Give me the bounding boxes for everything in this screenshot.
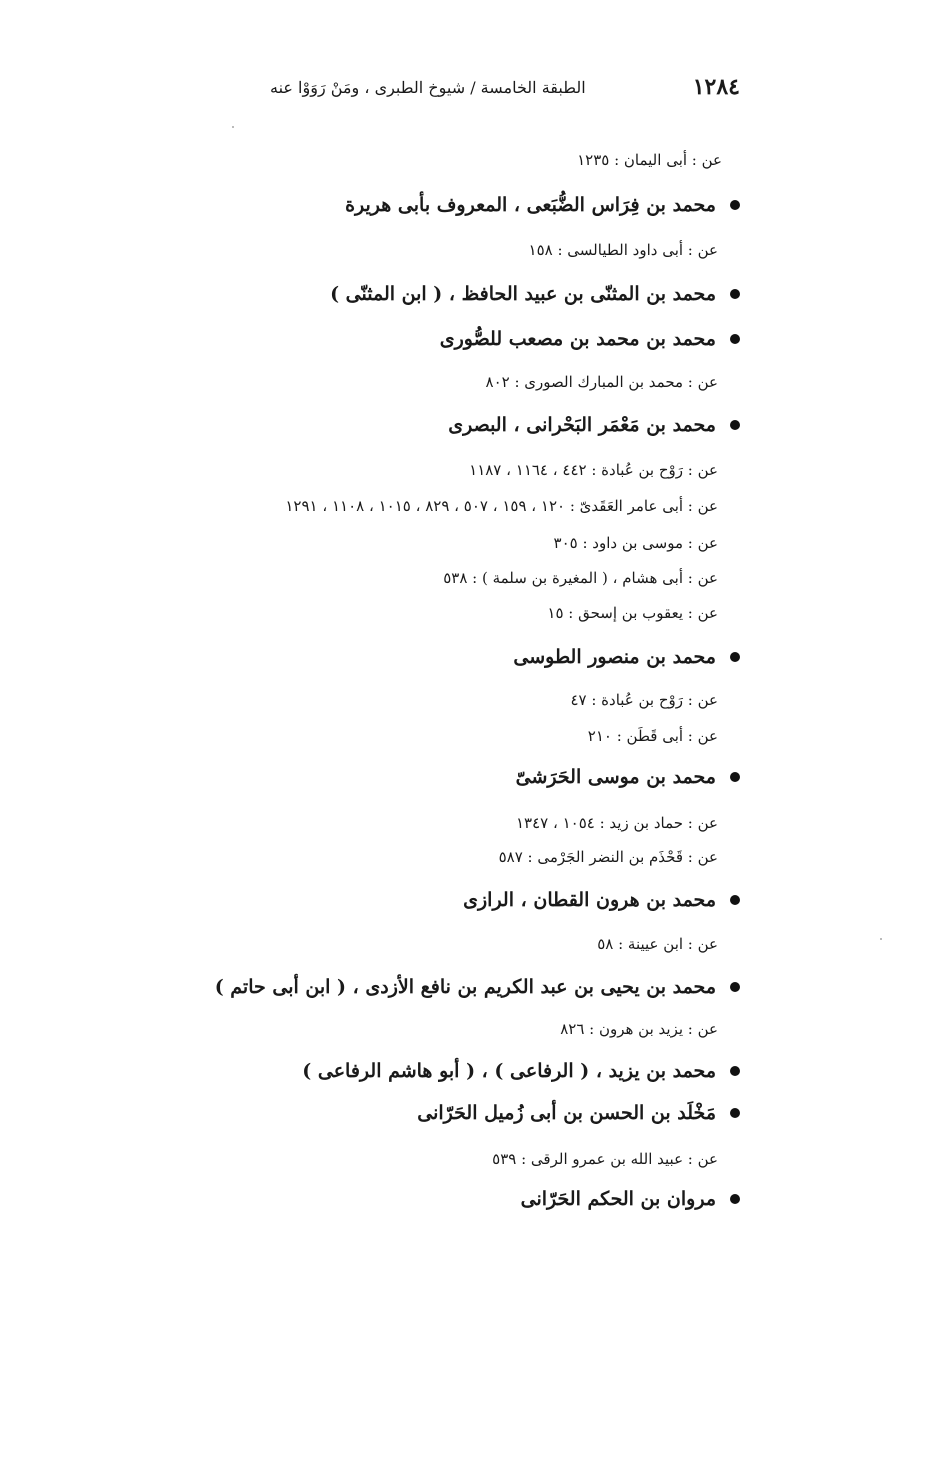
reference-line: عن : أبى هشام ، ( المغيرة بن سلمة ) : ٥٣٨ xyxy=(443,569,718,587)
reference-line: عن : قَحْذَم بن النضر الجَرْمى : ٥٨٧ xyxy=(498,848,718,866)
entry-heading: محمد بن يزيد ، ( الرفاعى ) ، ( أبو هاشم الرفاعى ) xyxy=(302,1059,740,1082)
entry-heading: محمد بن المثنّى بن عبيد الحافظ ، ( ابن المثنّى ) xyxy=(330,282,740,305)
page-number: ١٢٨٤ xyxy=(692,74,740,100)
bullet-icon xyxy=(730,200,740,210)
reference-line: عن : أبى اليمان : ١٢٣٥ xyxy=(577,151,722,169)
entry-heading: محمد بن يحيى بن عبد الكريم بن نافع الأزدى ، ( ابن أبى حاتم ) xyxy=(215,975,740,998)
bullet-icon xyxy=(730,289,740,299)
scan-speck xyxy=(232,126,234,128)
entry-heading: محمد بن هرون القطان ، الرازى xyxy=(463,888,740,911)
reference-line: عن : يزيد بن هرون : ٨٢٦ xyxy=(560,1020,718,1038)
bullet-icon xyxy=(730,334,740,344)
reference-line: عن : محمد بن المبارك الصورى : ٨٠٢ xyxy=(485,373,718,391)
reference-line: عن : أبى داود الطيالسى : ١٥٨ xyxy=(528,241,718,259)
bullet-icon xyxy=(730,1194,740,1204)
bullet-icon xyxy=(730,895,740,905)
entry-heading: محمد بن مَعْمَر البَحْرانى ، البصرى xyxy=(448,413,740,436)
reference-line: عن : يعقوب بن إسحق : ١٥ xyxy=(547,604,718,622)
reference-line: عن : أبى قَطَن : ٢١٠ xyxy=(587,727,718,745)
page-header xyxy=(270,74,740,108)
reference-line: عن : عبيد الله بن عمرو الرقى : ٥٣٩ xyxy=(492,1150,718,1168)
bullet-icon xyxy=(730,652,740,662)
scan-speck xyxy=(880,938,882,940)
reference-line: عن : حماد بن زيد : ١٠٥٤ ، ١٣٤٧ xyxy=(515,814,718,832)
entry-heading: محمد بن محمد بن مصعب للصُّورى xyxy=(440,327,740,350)
running-title: الطبقة الخامسة / شيوخ الطبرى ، ومَنْ رَوَوْا عنه xyxy=(270,78,586,97)
reference-line: عن : أبى عامر العَقَدىّ : ١٢٠ ، ١٥٩ ، ٥٠٧ ، ٨٢٩ ، ١٠١٥ ، ١١٠٨ ، ١٢٩١ xyxy=(285,497,718,515)
reference-line: عن : ابن عيينة : ٥٨ xyxy=(597,935,718,953)
entry-heading: محمد بن منصور الطوسى xyxy=(513,645,740,668)
entry-heading: محمد بن فِرَاس الضُّبَعى ، المعروف بأبى هريرة xyxy=(345,193,740,216)
bullet-icon xyxy=(730,1108,740,1118)
bullet-icon xyxy=(730,772,740,782)
bullet-icon xyxy=(730,1066,740,1076)
entry-heading: محمد بن موسى الحَرَشىّ xyxy=(516,765,740,788)
bullet-icon xyxy=(730,420,740,430)
reference-line: عن : موسى بن داود : ٣٠٥ xyxy=(553,534,718,552)
bullet-icon xyxy=(730,982,740,992)
entry-heading: مروان بن الحكم الحَرّانى xyxy=(521,1187,740,1210)
reference-line: عن : رَوْح بن عُبادة : ٤٧ xyxy=(570,691,718,709)
entry-heading: مَخْلَد بن الحسن بن أبى زُميل الحَرّانى xyxy=(417,1101,740,1124)
reference-line: عن : رَوْح بن عُبادة : ٤٤٢ ، ١١٦٤ ، ١١٨٧ xyxy=(469,461,718,479)
